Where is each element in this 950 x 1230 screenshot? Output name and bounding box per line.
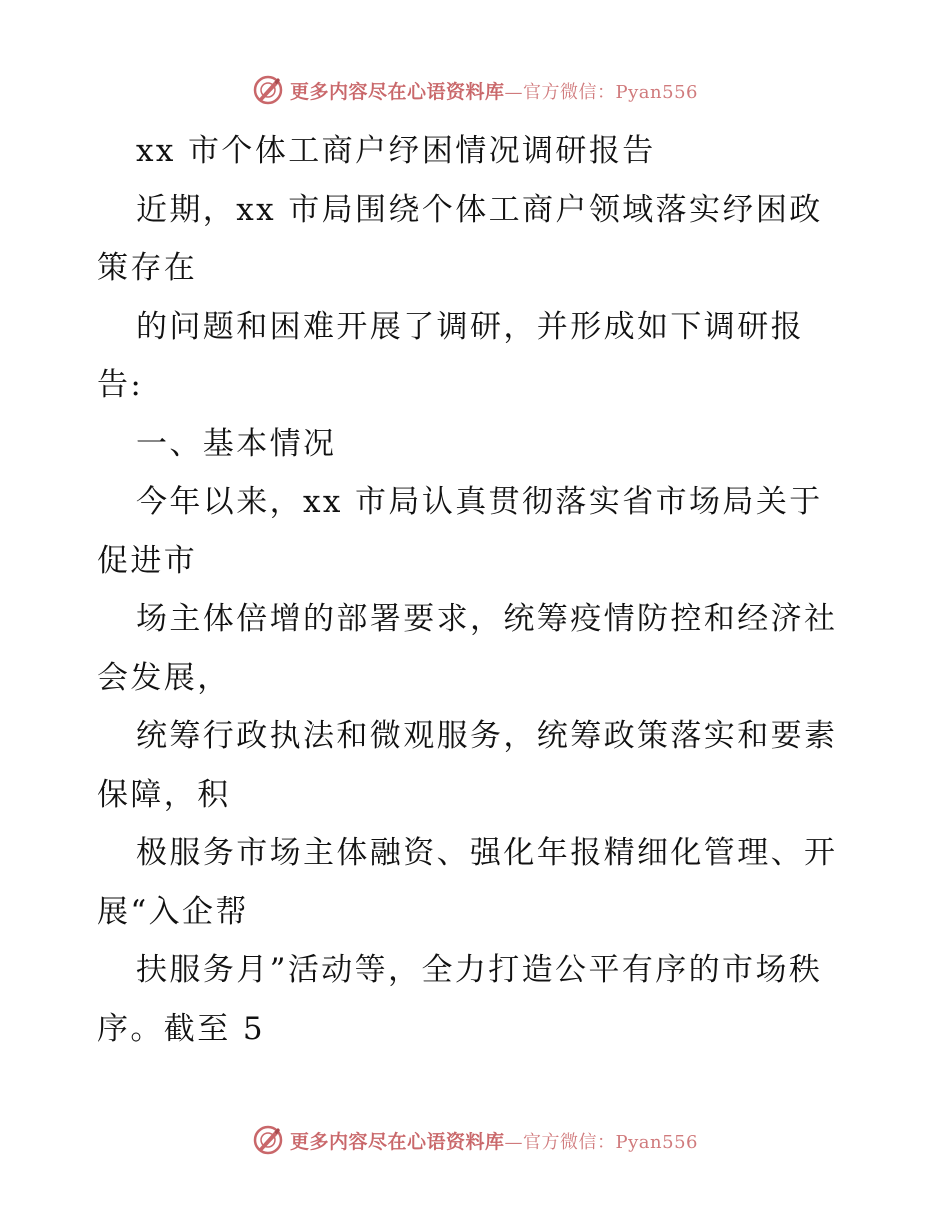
text-line: 序。截至 5: [97, 1010, 265, 1047]
pen-logo-icon: [252, 74, 284, 106]
watermark-sub-text: —官方微信：Pyan556: [504, 81, 698, 103]
text-line: 一、基本情况: [136, 425, 337, 462]
watermark-sub-text: —官方微信：Pyan556: [504, 1131, 698, 1153]
watermark-main-text: 更多内容尽在心语资料库: [290, 80, 505, 103]
text-line: 的问题和困难开展了调研，并形成如下调研报: [136, 308, 804, 345]
watermark-main-text: 更多内容尽在心语资料库: [290, 1130, 505, 1153]
document-body: [97, 122, 867, 1058]
text-line: 促进市: [97, 542, 198, 579]
text-line: 极服务市场主体融资、强化年报精细化管理、开: [136, 835, 838, 871]
text-line: xx 市个体工商户纾困情况调研报告: [136, 133, 656, 169]
header-watermark: [0, 70, 950, 110]
text-line: 扶服务月”活动等，全力打造公平有序的市场秩: [136, 952, 823, 988]
text-line: 近期，xx 市局围绕个体工商户领域落实纾困政: [136, 191, 823, 228]
text-line: 场主体倍增的部署要求，统筹疫情防控和经济社: [136, 601, 838, 637]
text-line: 统筹行政执法和微观服务，统筹政策落实和要素: [136, 718, 838, 754]
text-line: 会发展，: [97, 659, 231, 696]
text-line: 保障，积: [97, 776, 231, 813]
text-line: 展“入企帮: [97, 893, 249, 930]
footer-watermark: [0, 1120, 950, 1160]
text-line: 今年以来，xx 市局认真贯彻落实省市场局关于: [136, 484, 823, 520]
pen-logo-icon: [252, 1124, 284, 1156]
text-line: 告:: [97, 367, 144, 403]
text-line: 策存在: [97, 250, 198, 286]
